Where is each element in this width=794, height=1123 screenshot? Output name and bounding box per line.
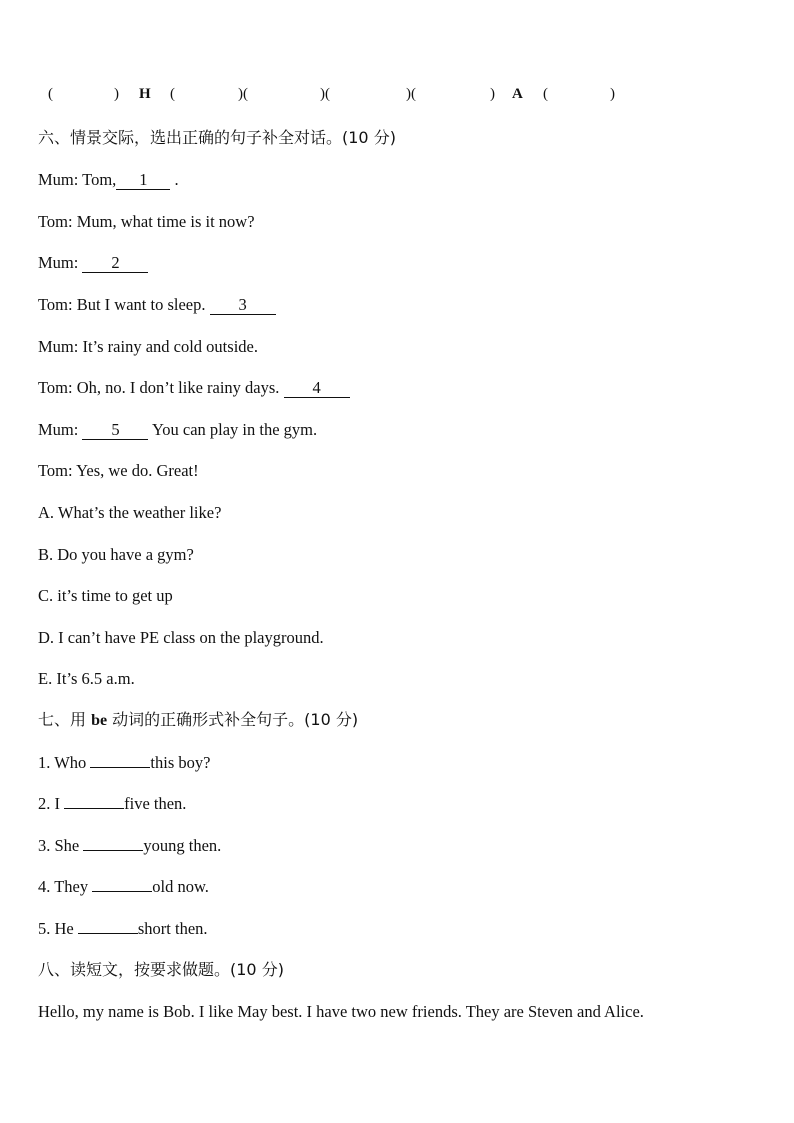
given-letter-a: A (512, 86, 523, 102)
dialogue-line-1 (38, 170, 179, 190)
bracket-open: ( (543, 86, 548, 102)
title-suffix: 动词的正确形式补全句子。(10 分) (107, 710, 359, 729)
fill-item-4 (38, 877, 209, 897)
item-text: 4. They (38, 877, 93, 896)
fill-blank-4[interactable] (92, 891, 152, 892)
fill-blank-3[interactable] (83, 850, 143, 851)
bracket-close: ) (610, 86, 615, 102)
answer-blank-1[interactable]: 1 (116, 171, 170, 190)
title-be: be (91, 712, 108, 729)
dialogue-line-7 (38, 420, 317, 440)
fill-item-5 (38, 919, 208, 939)
fill-blank-1[interactable] (90, 767, 150, 768)
reading-paragraph: Hello, my name is Bob. I like May best. I have two new friends. They are Steven and Alice. (38, 1002, 644, 1021)
fill-item-1 (38, 753, 210, 773)
section-7-title (38, 710, 358, 731)
given-letter-h: H (139, 86, 151, 102)
option-e: E. It’s 6.5 a.m. (38, 669, 135, 688)
fill-blank-2[interactable] (64, 808, 124, 809)
item-text: old now. (152, 877, 209, 896)
line-end: . (170, 170, 179, 189)
bracket-open: ( (170, 86, 175, 102)
bracket-open: ( (48, 86, 53, 102)
line-end: You can play in the gym. (148, 420, 318, 439)
section-6-title: 六、情景交际，选出正确的句子补全对话。(10 分) (38, 128, 396, 147)
item-text: 3. She (38, 836, 84, 855)
option-d: D. I can’t have PE class on the playground. (38, 628, 324, 647)
bracket-close-open: )( (320, 86, 330, 102)
item-text: young then. (143, 836, 222, 855)
item-text: 2. I (38, 794, 65, 813)
fill-blank-5[interactable] (78, 933, 138, 934)
fill-item-3 (38, 836, 221, 856)
dialogue-line-5: Mum: It’s rainy and cold outside. (38, 337, 258, 356)
item-text: five then. (124, 794, 187, 813)
item-text: 5. He (38, 919, 78, 938)
speaker-text: Mum: (38, 420, 83, 439)
option-c: C. it’s time to get up (38, 586, 173, 605)
title-prefix: 七、用 (38, 710, 92, 729)
answer-blank-5[interactable]: 5 (82, 421, 148, 440)
bracket-close-open: )( (238, 86, 248, 102)
section-8-title: 八、读短文，按要求做题。(10 分) (38, 960, 284, 979)
option-a: A. What’s the weather like? (38, 503, 222, 522)
fill-item-2 (38, 794, 186, 814)
dialogue-line-4 (38, 295, 276, 315)
answer-blank-2[interactable]: 2 (82, 254, 148, 273)
answer-blank-4[interactable]: 4 (284, 379, 350, 398)
bracket-close-open: )( (406, 86, 416, 102)
bracket-close: ) (490, 86, 495, 102)
speaker-text: Mum: (38, 253, 83, 272)
bracket-close: ) (114, 86, 119, 102)
item-text: 1. Who (38, 753, 91, 772)
dialogue-line-3 (38, 253, 148, 273)
item-text: this boy? (150, 753, 211, 772)
dialogue-line-8: Tom: Yes, we do. Great! (38, 461, 199, 480)
speaker-text: Tom: Oh, no. I don’t like rainy days. (38, 378, 284, 397)
speaker-text: Tom: But I want to sleep. (38, 295, 210, 314)
speaker-text: Mum: Tom, (38, 170, 117, 189)
dialogue-line-6 (38, 378, 350, 398)
dialogue-line-2: Tom: Mum, what time is it now? (38, 212, 255, 231)
answer-blank-3[interactable]: 3 (210, 296, 276, 315)
item-text: short then. (137, 919, 208, 938)
option-b: B. Do you have a gym? (38, 545, 194, 564)
